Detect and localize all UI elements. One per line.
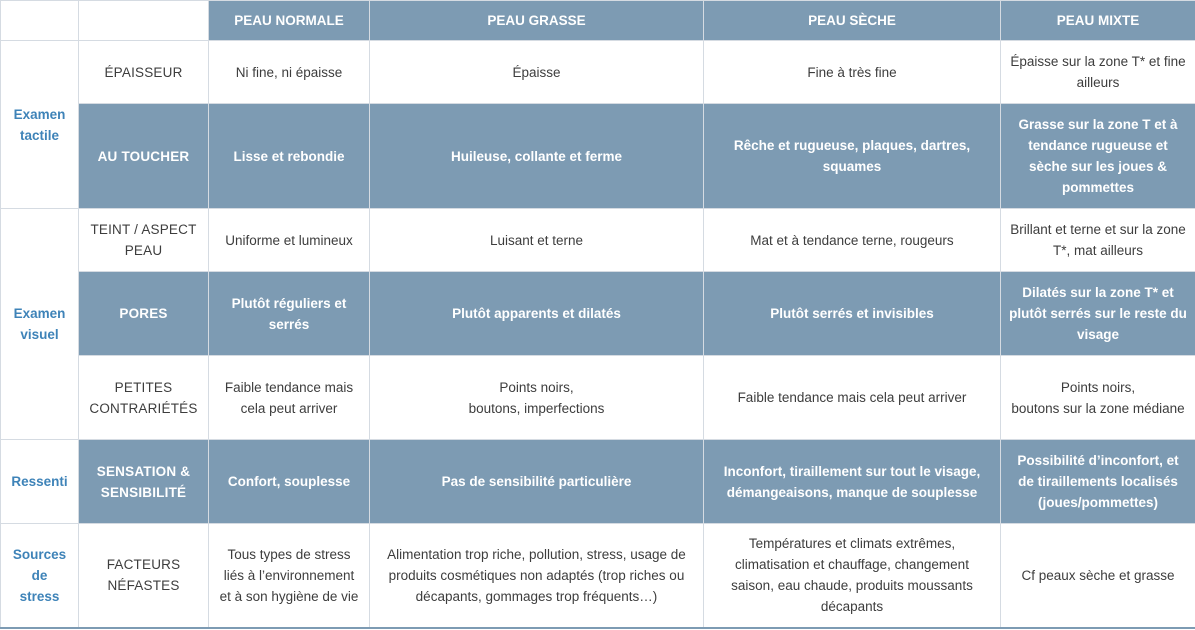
table-cell: Brillant et terne et sur la zone T*, mat ailleurs [1001,209,1195,272]
table-cell: Épaisse sur la zone T* et fine ailleurs [1001,41,1195,104]
column-header-mixte: PEAU MIXTE [1001,1,1195,41]
table-cell: Grasse sur la zone T et à tendance rugueuse et sèche sur les joues & pommettes [1001,104,1195,209]
table-cell: Épaisse [370,41,704,104]
table-row-au-toucher [1,104,1195,209]
table-cell: Uniforme et lumineux [209,209,370,272]
row-label: AU TOUCHER [79,104,209,209]
table-cell: Lisse et rebondie [209,104,370,209]
table-cell: Dilatés sur la zone T* et plutôt serrés sur le reste du visage [1001,272,1195,356]
table-cell: Possibilité d’inconfort, et de tiraillements localisés (joues/pommettes) [1001,440,1195,524]
table-row-facteurs-nefastes [1,524,1195,628]
table-row-petites-contrarietes [1,356,1195,440]
row-label: ÉPAISSEUR [79,41,209,104]
table-cell: Fine à très fine [704,41,1001,104]
table-cell: Tous types de stress liés à l’environnement et à son hygiène de vie [209,524,370,628]
row-label: SENSATION & SENSIBILITÉ [79,440,209,524]
table-cell: Températures et climats extrêmes, climatisation et chauffage, changement saison, eau chaude, produits moussants décapants [704,524,1001,628]
table-cell: Luisant et terne [370,209,704,272]
table-cell: Plutôt apparents et dilatés [370,272,704,356]
group-label-sources-de-stress: Sources de stress [1,524,79,628]
table-cell: Huileuse, collante et ferme [370,104,704,209]
column-header-seche: PEAU SÈCHE [704,1,1001,41]
row-label: PETITES CONTRARIÉTÉS [79,356,209,440]
header-row [1,1,1195,41]
corner-cell [1,1,79,41]
column-header-grasse: PEAU GRASSE [370,1,704,41]
corner-cell [79,1,209,41]
table-cell: Confort, souplesse [209,440,370,524]
table-cell: Alimentation trop riche, pollution, stress, usage de produits cosmétiques non adaptés (trop riches ou décapants, gommages trop fréquents…) [370,524,704,628]
column-header-normal: PEAU NORMALE [209,1,370,41]
table-cell: Faible tendance mais cela peut arriver [209,356,370,440]
table-cell: Plutôt serrés et invisibles [704,272,1001,356]
table-row-epaisseur [1,41,1195,104]
table-cell: Mat et à tendance terne, rougeurs [704,209,1001,272]
table-cell: Ni fine, ni épaisse [209,41,370,104]
table-cell: Faible tendance mais cela peut arriver [704,356,1001,440]
table-cell: Pas de sensibilité particulière [370,440,704,524]
table-row-teint [1,209,1195,272]
table-cell: Points noirs, boutons sur la zone médiane [1001,356,1195,440]
group-label-examen-tactile: Examen tactile [1,41,79,209]
group-label-examen-visuel: Examen visuel [1,209,79,440]
group-label-ressenti: Ressenti [1,440,79,524]
table-row-sensation [1,440,1195,524]
row-label: FACTEURS NÉFASTES [79,524,209,628]
table-cell: Plutôt réguliers et serrés [209,272,370,356]
table-cell: Cf peaux sèche et grasse [1001,524,1195,628]
table-cell: Points noirs, boutons, imperfections [370,356,704,440]
row-label: PORES [79,272,209,356]
table-row-pores [1,272,1195,356]
row-label: TEINT / ASPECT PEAU [79,209,209,272]
table-cell: Inconfort, tiraillement sur tout le visage, démangeaisons, manque de souplesse [704,440,1001,524]
table-cell: Rêche et rugueuse, plaques, dartres, squames [704,104,1001,209]
